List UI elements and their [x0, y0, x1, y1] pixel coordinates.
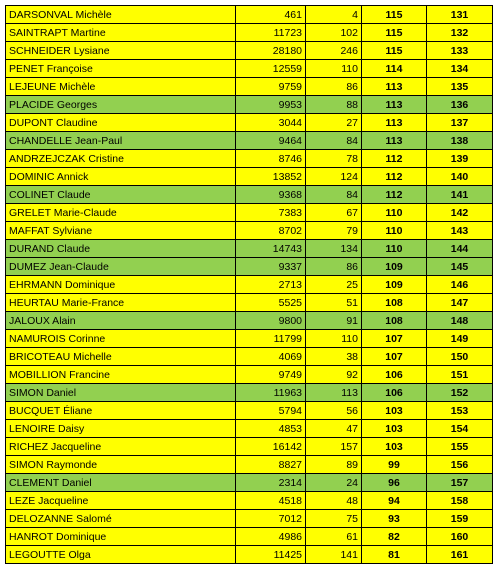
total-points-cell: 3044: [236, 114, 306, 132]
average-score-cell: 112: [362, 168, 427, 186]
total-points-cell: 9953: [236, 96, 306, 114]
average-score-cell: 115: [362, 42, 427, 60]
count-cell: 141: [306, 546, 362, 564]
average-score-cell: 107: [362, 348, 427, 366]
average-score-cell: 112: [362, 186, 427, 204]
player-name-cell: BUCQUET Éliane: [6, 402, 236, 420]
count-cell: 51: [306, 294, 362, 312]
total-points-cell: 4986: [236, 528, 306, 546]
total-points-cell: 9368: [236, 186, 306, 204]
rank-cell: 141: [427, 186, 493, 204]
count-cell: 88: [306, 96, 362, 114]
table-row: [6, 402, 493, 420]
rank-cell: 135: [427, 78, 493, 96]
count-cell: 110: [306, 60, 362, 78]
table-row: [6, 6, 493, 24]
rank-cell: 134: [427, 60, 493, 78]
table-row: [6, 420, 493, 438]
average-score-cell: 81: [362, 546, 427, 564]
total-points-cell: 4069: [236, 348, 306, 366]
player-name-cell: HANROT Dominique: [6, 528, 236, 546]
average-score-cell: 106: [362, 366, 427, 384]
player-name-cell: DUMEZ Jean-Claude: [6, 258, 236, 276]
count-cell: 84: [306, 186, 362, 204]
player-name-cell: ANDRZEJCZAK Cristine: [6, 150, 236, 168]
count-cell: 61: [306, 528, 362, 546]
player-name-cell: COLINET Claude: [6, 186, 236, 204]
table-row: [6, 384, 493, 402]
count-cell: 78: [306, 150, 362, 168]
player-name-cell: LEGOUTTE Olga: [6, 546, 236, 564]
table-row: [6, 492, 493, 510]
count-cell: 25: [306, 276, 362, 294]
rank-cell: 138: [427, 132, 493, 150]
count-cell: 92: [306, 366, 362, 384]
table-row: [6, 366, 493, 384]
rank-cell: 149: [427, 330, 493, 348]
rank-cell: 137: [427, 114, 493, 132]
player-name-cell: SCHNEIDER Lysiane: [6, 42, 236, 60]
average-score-cell: 103: [362, 402, 427, 420]
ranking-table-body: [6, 6, 493, 564]
table-row: [6, 24, 493, 42]
total-points-cell: 5794: [236, 402, 306, 420]
total-points-cell: 16142: [236, 438, 306, 456]
total-points-cell: 8702: [236, 222, 306, 240]
rank-cell: 146: [427, 276, 493, 294]
count-cell: 67: [306, 204, 362, 222]
count-cell: 246: [306, 42, 362, 60]
average-score-cell: 96: [362, 474, 427, 492]
average-score-cell: 107: [362, 330, 427, 348]
total-points-cell: 461: [236, 6, 306, 24]
rank-cell: 144: [427, 240, 493, 258]
table-row: [6, 546, 493, 564]
average-score-cell: 109: [362, 276, 427, 294]
rank-cell: 159: [427, 510, 493, 528]
average-score-cell: 112: [362, 150, 427, 168]
average-score-cell: 103: [362, 420, 427, 438]
table-row: [6, 114, 493, 132]
table-row: [6, 186, 493, 204]
total-points-cell: 11963: [236, 384, 306, 402]
table-row: [6, 150, 493, 168]
player-name-cell: SIMON Daniel: [6, 384, 236, 402]
table-row: [6, 222, 493, 240]
player-name-cell: BRICOTEAU Michelle: [6, 348, 236, 366]
count-cell: 75: [306, 510, 362, 528]
average-score-cell: 113: [362, 96, 427, 114]
total-points-cell: 9800: [236, 312, 306, 330]
average-score-cell: 113: [362, 78, 427, 96]
rank-cell: 139: [427, 150, 493, 168]
rank-cell: 132: [427, 24, 493, 42]
rank-cell: 136: [427, 96, 493, 114]
average-score-cell: 94: [362, 492, 427, 510]
total-points-cell: 2713: [236, 276, 306, 294]
count-cell: 84: [306, 132, 362, 150]
table-row: [6, 528, 493, 546]
rank-cell: 142: [427, 204, 493, 222]
table-row: [6, 42, 493, 60]
rank-cell: 158: [427, 492, 493, 510]
total-points-cell: 9464: [236, 132, 306, 150]
table-row: [6, 438, 493, 456]
average-score-cell: 106: [362, 384, 427, 402]
rank-cell: 161: [427, 546, 493, 564]
total-points-cell: 9759: [236, 78, 306, 96]
rank-cell: 153: [427, 402, 493, 420]
rank-cell: 160: [427, 528, 493, 546]
rank-cell: 148: [427, 312, 493, 330]
player-name-cell: PLACIDE Georges: [6, 96, 236, 114]
player-name-cell: CLEMENT Daniel: [6, 474, 236, 492]
count-cell: 47: [306, 420, 362, 438]
table-row: [6, 60, 493, 78]
count-cell: 24: [306, 474, 362, 492]
player-name-cell: SAINTRAPT Martine: [6, 24, 236, 42]
player-name-cell: MOBILLION Francine: [6, 366, 236, 384]
count-cell: 86: [306, 258, 362, 276]
count-cell: 102: [306, 24, 362, 42]
total-points-cell: 14743: [236, 240, 306, 258]
average-score-cell: 114: [362, 60, 427, 78]
total-points-cell: 5525: [236, 294, 306, 312]
average-score-cell: 93: [362, 510, 427, 528]
count-cell: 4: [306, 6, 362, 24]
average-score-cell: 109: [362, 258, 427, 276]
total-points-cell: 12559: [236, 60, 306, 78]
rank-cell: 150: [427, 348, 493, 366]
total-points-cell: 11799: [236, 330, 306, 348]
player-name-cell: LENOIRE Daisy: [6, 420, 236, 438]
total-points-cell: 4853: [236, 420, 306, 438]
player-name-cell: DUPONT Claudine: [6, 114, 236, 132]
average-score-cell: 99: [362, 456, 427, 474]
average-score-cell: 110: [362, 240, 427, 258]
average-score-cell: 110: [362, 222, 427, 240]
count-cell: 48: [306, 492, 362, 510]
total-points-cell: 8827: [236, 456, 306, 474]
table-row: [6, 330, 493, 348]
count-cell: 91: [306, 312, 362, 330]
rank-cell: 147: [427, 294, 493, 312]
rank-cell: 131: [427, 6, 493, 24]
count-cell: 79: [306, 222, 362, 240]
player-name-cell: DARSONVAL Michèle: [6, 6, 236, 24]
player-name-cell: MAFFAT Sylviane: [6, 222, 236, 240]
total-points-cell: 8746: [236, 150, 306, 168]
player-name-cell: JALOUX Alain: [6, 312, 236, 330]
player-name-cell: GRELET Marie-Claude: [6, 204, 236, 222]
rank-cell: 143: [427, 222, 493, 240]
player-name-cell: SIMON Raymonde: [6, 456, 236, 474]
count-cell: 157: [306, 438, 362, 456]
player-name-cell: PENET Françoise: [6, 60, 236, 78]
player-name-cell: CHANDELLE Jean-Paul: [6, 132, 236, 150]
rank-cell: 140: [427, 168, 493, 186]
rank-cell: 133: [427, 42, 493, 60]
count-cell: 27: [306, 114, 362, 132]
rank-cell: 157: [427, 474, 493, 492]
average-score-cell: 115: [362, 6, 427, 24]
average-score-cell: 108: [362, 312, 427, 330]
total-points-cell: 9749: [236, 366, 306, 384]
average-score-cell: 115: [362, 24, 427, 42]
total-points-cell: 7383: [236, 204, 306, 222]
player-name-cell: RICHEZ Jacqueline: [6, 438, 236, 456]
table-row: [6, 132, 493, 150]
total-points-cell: 7012: [236, 510, 306, 528]
total-points-cell: 2314: [236, 474, 306, 492]
table-row: [6, 312, 493, 330]
player-name-cell: LEZE Jacqueline: [6, 492, 236, 510]
table-row: [6, 96, 493, 114]
count-cell: 86: [306, 78, 362, 96]
total-points-cell: 28180: [236, 42, 306, 60]
total-points-cell: 11723: [236, 24, 306, 42]
total-points-cell: 11425: [236, 546, 306, 564]
count-cell: 110: [306, 330, 362, 348]
count-cell: 38: [306, 348, 362, 366]
table-row: [6, 510, 493, 528]
rank-cell: 152: [427, 384, 493, 402]
table-row: [6, 78, 493, 96]
table-row: [6, 348, 493, 366]
average-score-cell: 108: [362, 294, 427, 312]
table-row: [6, 276, 493, 294]
player-name-cell: EHRMANN Dominique: [6, 276, 236, 294]
total-points-cell: 13852: [236, 168, 306, 186]
table-row: [6, 204, 493, 222]
total-points-cell: 4518: [236, 492, 306, 510]
table-row: [6, 258, 493, 276]
count-cell: 124: [306, 168, 362, 186]
player-name-cell: DURAND Claude: [6, 240, 236, 258]
count-cell: 113: [306, 384, 362, 402]
rank-cell: 151: [427, 366, 493, 384]
average-score-cell: 103: [362, 438, 427, 456]
average-score-cell: 113: [362, 132, 427, 150]
rank-cell: 154: [427, 420, 493, 438]
rank-cell: 155: [427, 438, 493, 456]
average-score-cell: 110: [362, 204, 427, 222]
count-cell: 56: [306, 402, 362, 420]
player-name-cell: DOMINIC Annick: [6, 168, 236, 186]
table-row: [6, 474, 493, 492]
rank-cell: 145: [427, 258, 493, 276]
average-score-cell: 82: [362, 528, 427, 546]
player-name-cell: NAMUROIS Corinne: [6, 330, 236, 348]
player-name-cell: LEJEUNE Michèle: [6, 78, 236, 96]
table-row: [6, 168, 493, 186]
average-score-cell: 113: [362, 114, 427, 132]
ranking-table: [5, 5, 493, 564]
table-row: [6, 294, 493, 312]
total-points-cell: 9337: [236, 258, 306, 276]
table-row: [6, 456, 493, 474]
count-cell: 134: [306, 240, 362, 258]
count-cell: 89: [306, 456, 362, 474]
player-name-cell: DELOZANNE Salomé: [6, 510, 236, 528]
player-name-cell: HEURTAU Marie-France: [6, 294, 236, 312]
table-row: [6, 240, 493, 258]
rank-cell: 156: [427, 456, 493, 474]
